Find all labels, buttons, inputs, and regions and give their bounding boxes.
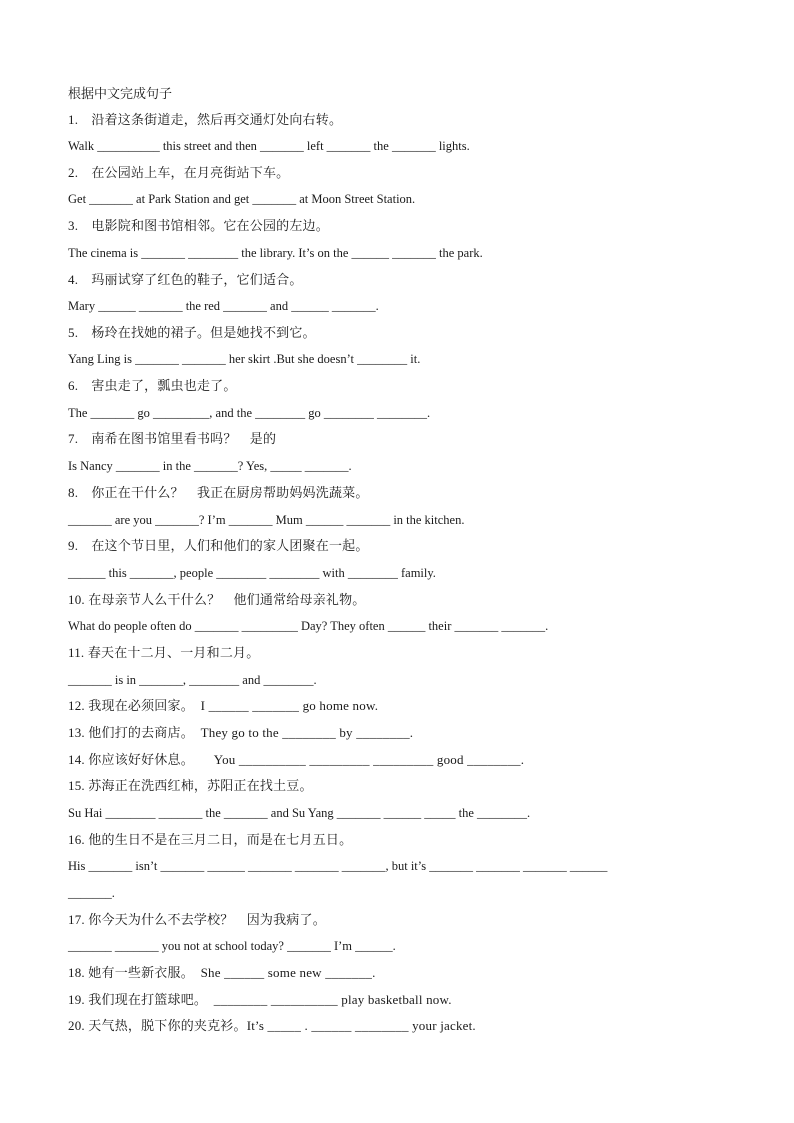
question-11-chinese: 11. 春天在十二月、一月和二月。 (68, 645, 260, 660)
question-3-chinese: 3. 电影院和图书馆相邻。它在公园的左边。 (68, 218, 329, 233)
question-9-chinese: 9. 在这个节日里，人们和他们的家人团聚在一起。 (68, 538, 369, 553)
question-19-line: 19. 我们现在打篮球吧。 ________ __________ play basketball now. (68, 992, 452, 1007)
question-2-chinese: 2. 在公园站上车，在月亮街站下车。 (68, 165, 290, 180)
question-4-chinese: 4. 玛丽试穿了红色的鞋子，它们适合。 (68, 272, 303, 287)
question-15-chinese: 15. 苏海正在洗西红柿，苏阳正在找土豆。 (68, 778, 313, 793)
question-8-chinese: 8. 你正在干什么？ 我正在厨房帮助妈妈洗蔬菜。 (68, 485, 369, 500)
question-16-english-continued: _______. (68, 886, 115, 900)
question-17-chinese: 17. 你今天为什么不去学校？ 因为我病了。 (68, 912, 326, 927)
question-4-english: Mary ______ _______ the red _______ and ______ _______. (68, 299, 379, 313)
question-13-line: 13. 他们打的去商店。 They go to the ________ by ________. (68, 725, 414, 740)
question-12-line: 12. 我现在必须回家。 I ______ _______ go home now. (68, 698, 379, 713)
question-2-english: Get _______ at Park Station and get _______ at Moon Street Station. (68, 192, 416, 206)
question-1-english: Walk __________ this street and then _______ left _______ the _______ lights. (68, 139, 470, 153)
question-17-english: _______ _______ you not at school today? _______ I’m ______. (68, 939, 396, 953)
question-14-line: 14. 你应该好好休息。 You __________ _________ _________ good ________. (68, 752, 525, 767)
question-18-line: 18. 她有一些新衣服。 She ______ some new _______. (68, 965, 376, 980)
question-7-english: Is Nancy _______ in the _______? Yes, _____ _______. (68, 459, 352, 473)
question-16-chinese: 16. 他的生日不是在三月二日，而是在七月五日。 (68, 832, 353, 847)
question-1-chinese: 1. 沿着这条街道走，然后再交通灯处向右转。 (68, 112, 343, 127)
question-10-english: What do people often do _______ _________ Day? They often ______ their _______ _______. (68, 619, 549, 633)
question-6-english: The _______ go _________, and the ________ go ________ ________. (68, 406, 431, 420)
question-11-english: _______ is in _______, ________ and ________. (68, 673, 317, 687)
question-6-chinese: 6. 害虫走了，瓢虫也走了。 (68, 378, 237, 393)
question-16-english: His _______ isn’t _______ ______ _______ _______ _______, but it’s _______ _______ _______ ______ (68, 859, 608, 873)
question-3-english: The cinema is _______ ________ the library. It’s on the ______ _______ the park. (68, 246, 483, 260)
worksheet-title: 根据中文完成句子 (68, 86, 173, 101)
question-20-line: 20. 天气热，脱下你的夹克衫。It’s _____ . ______ ________ your jacket. (68, 1018, 476, 1033)
question-5-english: Yang Ling is _______ _______ her skirt .But she doesn’t ________ it. (68, 352, 421, 366)
question-5-chinese: 5. 杨玲在找她的裙子。但是她找不到它。 (68, 325, 316, 340)
question-10-chinese: 10. 在母亲节人么干什么？ 他们通常给母亲礼物。 (68, 592, 366, 607)
question-15-english: Su Hai ________ _______ the _______ and Su Yang _______ ______ _____ the ________. (68, 806, 531, 820)
question-7-chinese: 7. 南希在图书馆里看书吗？ 是的 (68, 431, 277, 446)
question-9-english: ______ this _______, people ________ ________ with ________ family. (68, 566, 436, 580)
question-8-english: _______ are you _______? I’m _______ Mum ______ _______ in the kitchen. (68, 513, 465, 527)
